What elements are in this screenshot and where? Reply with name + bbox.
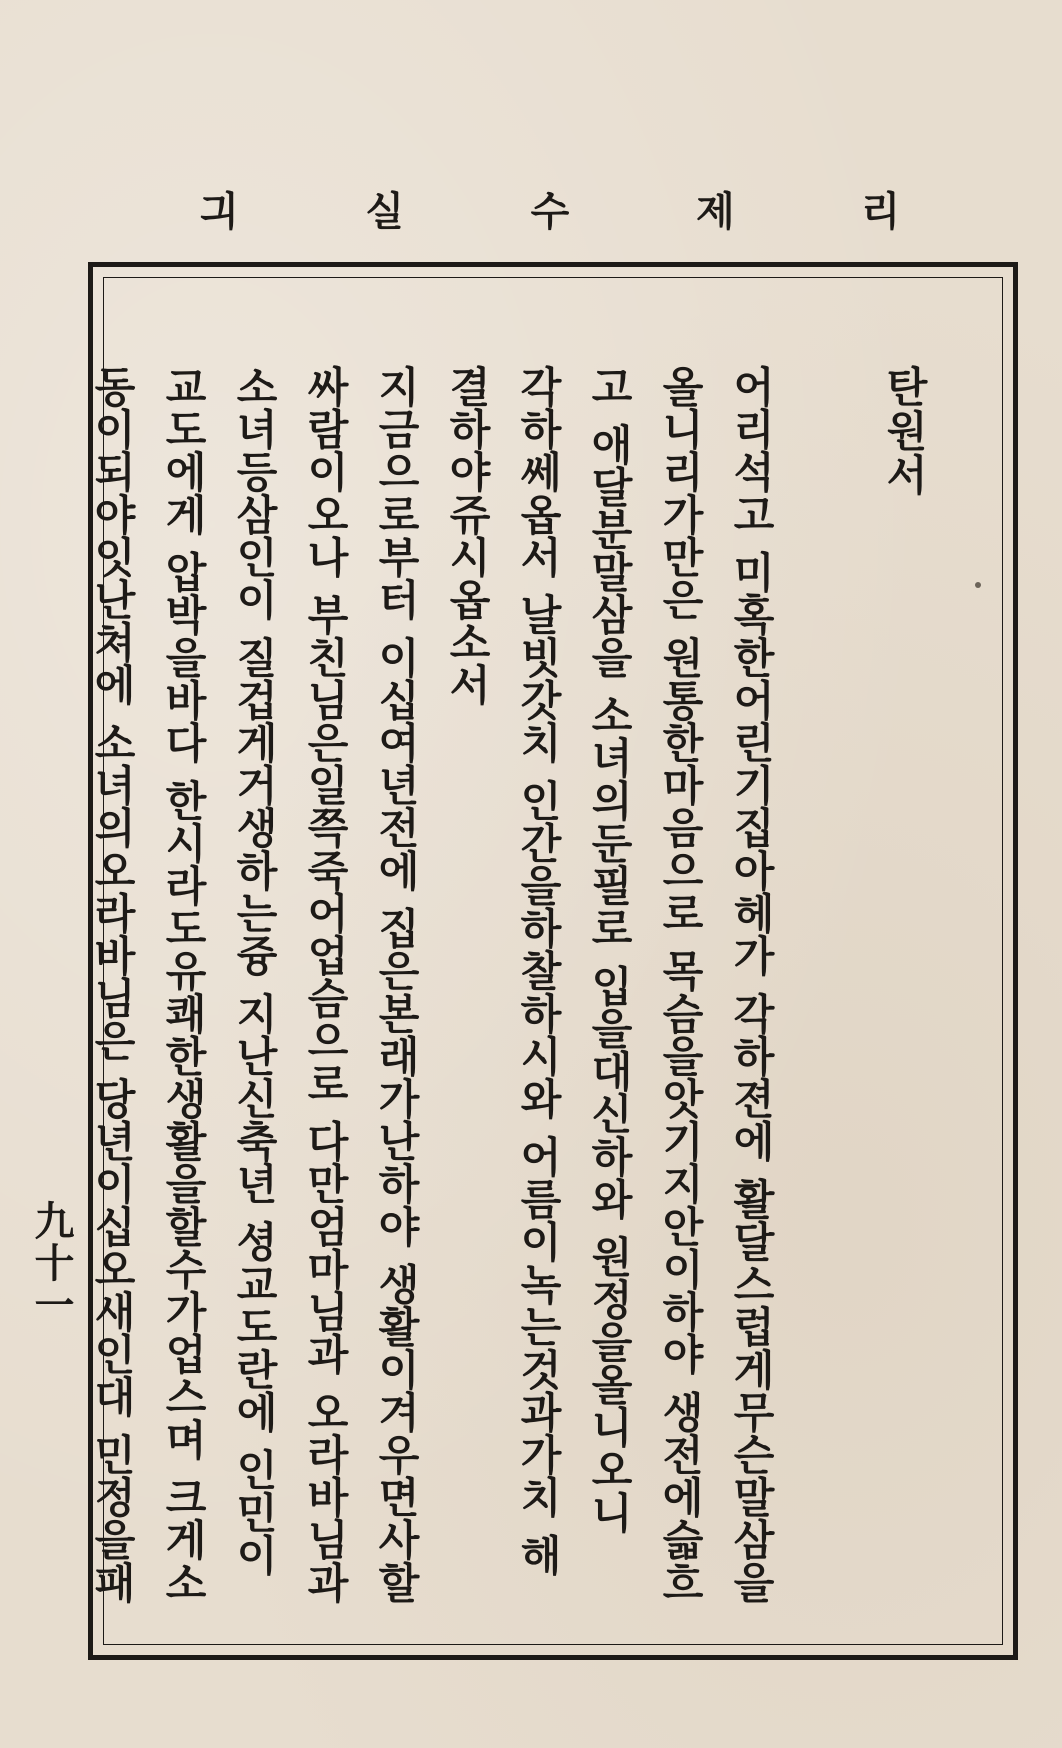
text-line: 동이되야잇난쳐에 소녀의오라바님은 당년이십오새인대 민정을패 (88, 365, 137, 1604)
running-header (200, 178, 900, 238)
vertical-text-body (88, 365, 940, 1635)
text-line: 싸람이오나 부친님은일쯕죽어업슴으로 다만엄마님과 오라바님과 (301, 365, 350, 1604)
running-header-char: 제 (695, 187, 735, 235)
running-header-char: 긔 (200, 187, 239, 235)
text-line: 소녀등삼인이 질겁게거생하는즁 지난신축년 셩교도란에 인민이 (230, 365, 279, 1577)
page-number: 九十一 (28, 1200, 75, 1326)
running-header-char: 리 (861, 187, 900, 235)
running-header-char: 수 (530, 187, 570, 235)
text-line: 지금으로부터 이십여년전에 집은본래가난하야 생활이겨우면사할 (372, 365, 421, 1604)
text-line: 어리석고 미혹한어린기집아헤가 각하젼에 활달스럽게무슨말삼을 (727, 365, 776, 1604)
running-header-char: 실 (365, 187, 404, 235)
text-line: 고 애달분말삼을 소녀의둔필로 입을대신하와 원정을올니오니 (585, 365, 634, 1534)
ink-speck (975, 582, 981, 588)
text-line: 교도에게 압박을바다 한시라도유쾌한생활을할수가업스며 크게소 (159, 365, 208, 1604)
text-line: 올니리가만은 원통한마음으로 목슴을앗기지안이하야 생전에슯흐 (656, 365, 705, 1604)
document-title: 탄원서 (880, 365, 929, 497)
text-line: 결하야쥬시옵소서 (443, 365, 492, 706)
text-line: 각하쎄옵서 날빗갓치 인간을하찰하시와 어름이녹는것과가치 해 (514, 365, 563, 1577)
